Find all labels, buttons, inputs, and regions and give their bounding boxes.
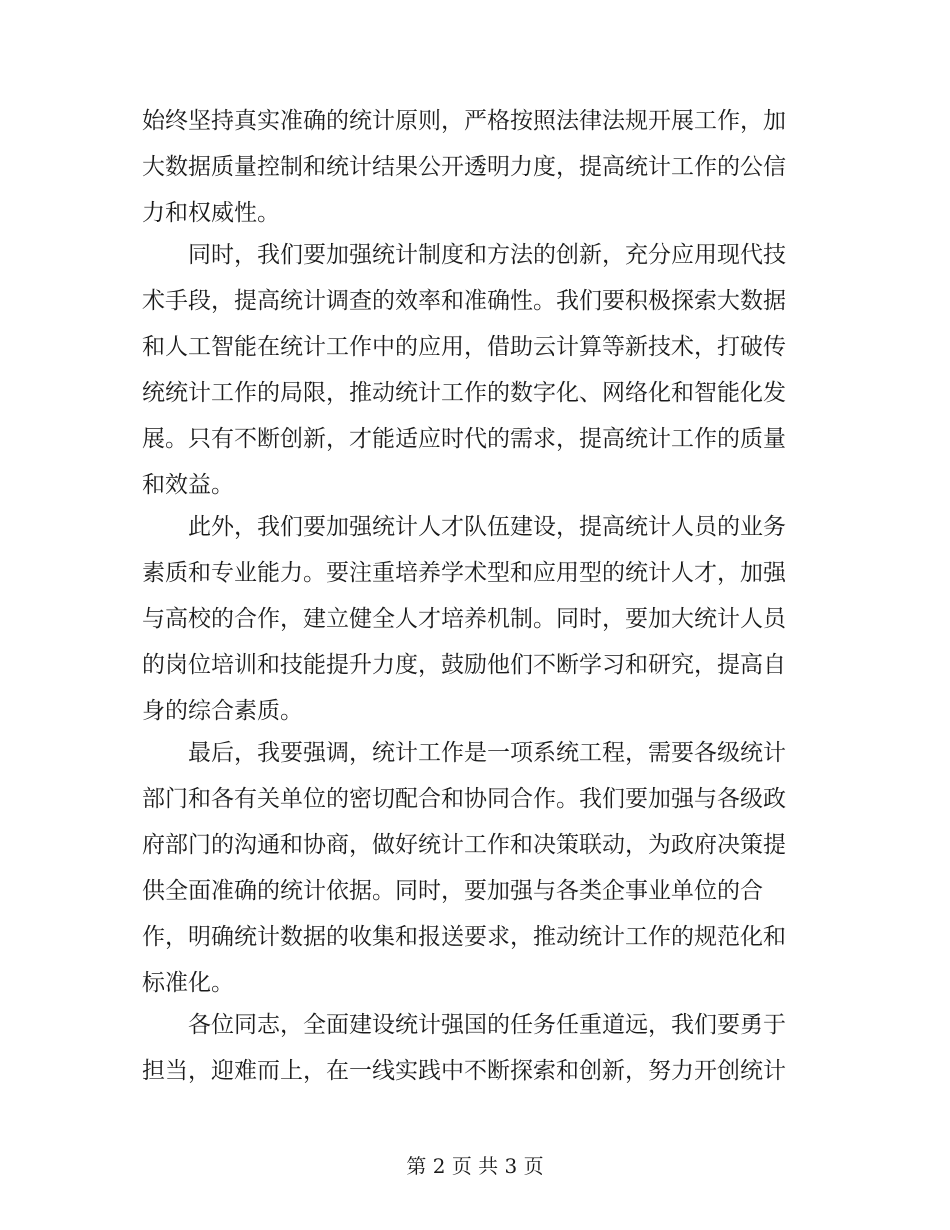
text-line: 各位同志，全面建设统计强国的任务任重道远，我们要勇于 bbox=[188, 1012, 786, 1038]
text-line: 作，明确统计数据的收集和报送要求，推动统计工作的规范化和 bbox=[142, 924, 786, 950]
text-line: 展。只有不断创新，才能适应时代的需求，提高统计工作的质量 bbox=[142, 426, 786, 452]
text-line: 此外，我们要加强统计人才队伍建设，提高统计人员的业务 bbox=[188, 514, 786, 540]
text-line: 始终坚持真实准确的统计原则，严格按照法律法规开展工作，加 bbox=[142, 108, 786, 134]
text-line: 的岗位培训和技能提升力度，鼓励他们不断学习和研究，提高自 bbox=[142, 652, 786, 678]
text-line: 和效益。 bbox=[142, 472, 234, 498]
text-line: 供全面准确的统计依据。同时，要加强与各类企事业单位的合 bbox=[142, 878, 763, 904]
text-line: 最后，我要强调，统计工作是一项系统工程，需要各级统计 bbox=[188, 740, 786, 766]
text-line: 标准化。 bbox=[142, 970, 234, 996]
text-line: 素质和专业能力。要注重培养学术型和应用型的统计人才，加强 bbox=[142, 560, 786, 586]
text-line: 与高校的合作，建立健全人才培养机制。同时，要加大统计人员 bbox=[142, 606, 786, 632]
text-line: 力和权威性。 bbox=[142, 200, 280, 226]
text-line: 担当，迎难而上，在一线实践中不断探索和创新，努力开创统计 bbox=[142, 1058, 786, 1084]
text-line: 术手段，提高统计调查的效率和准确性。我们要积极探索大数据 bbox=[142, 288, 786, 314]
text-line: 身的综合素质。 bbox=[142, 698, 303, 724]
text-line: 大数据质量控制和统计结果公开透明力度，提高统计工作的公信 bbox=[142, 154, 786, 180]
page-footer: 第 2 页 共 3 页 bbox=[406, 1154, 544, 1178]
text-line: 同时，我们要加强统计制度和方法的创新，充分应用现代技 bbox=[188, 242, 786, 268]
text-line: 统统计工作的局限，推动统计工作的数字化、网络化和智能化发 bbox=[142, 380, 786, 406]
text-line: 府部门的沟通和协商，做好统计工作和决策联动，为政府决策提 bbox=[142, 832, 786, 858]
text-line: 和人工智能在统计工作中的应用，借助云计算等新技术，打破传 bbox=[142, 334, 786, 360]
text-line: 部门和各有关单位的密切配合和协同合作。我们要加强与各级政 bbox=[142, 786, 786, 812]
